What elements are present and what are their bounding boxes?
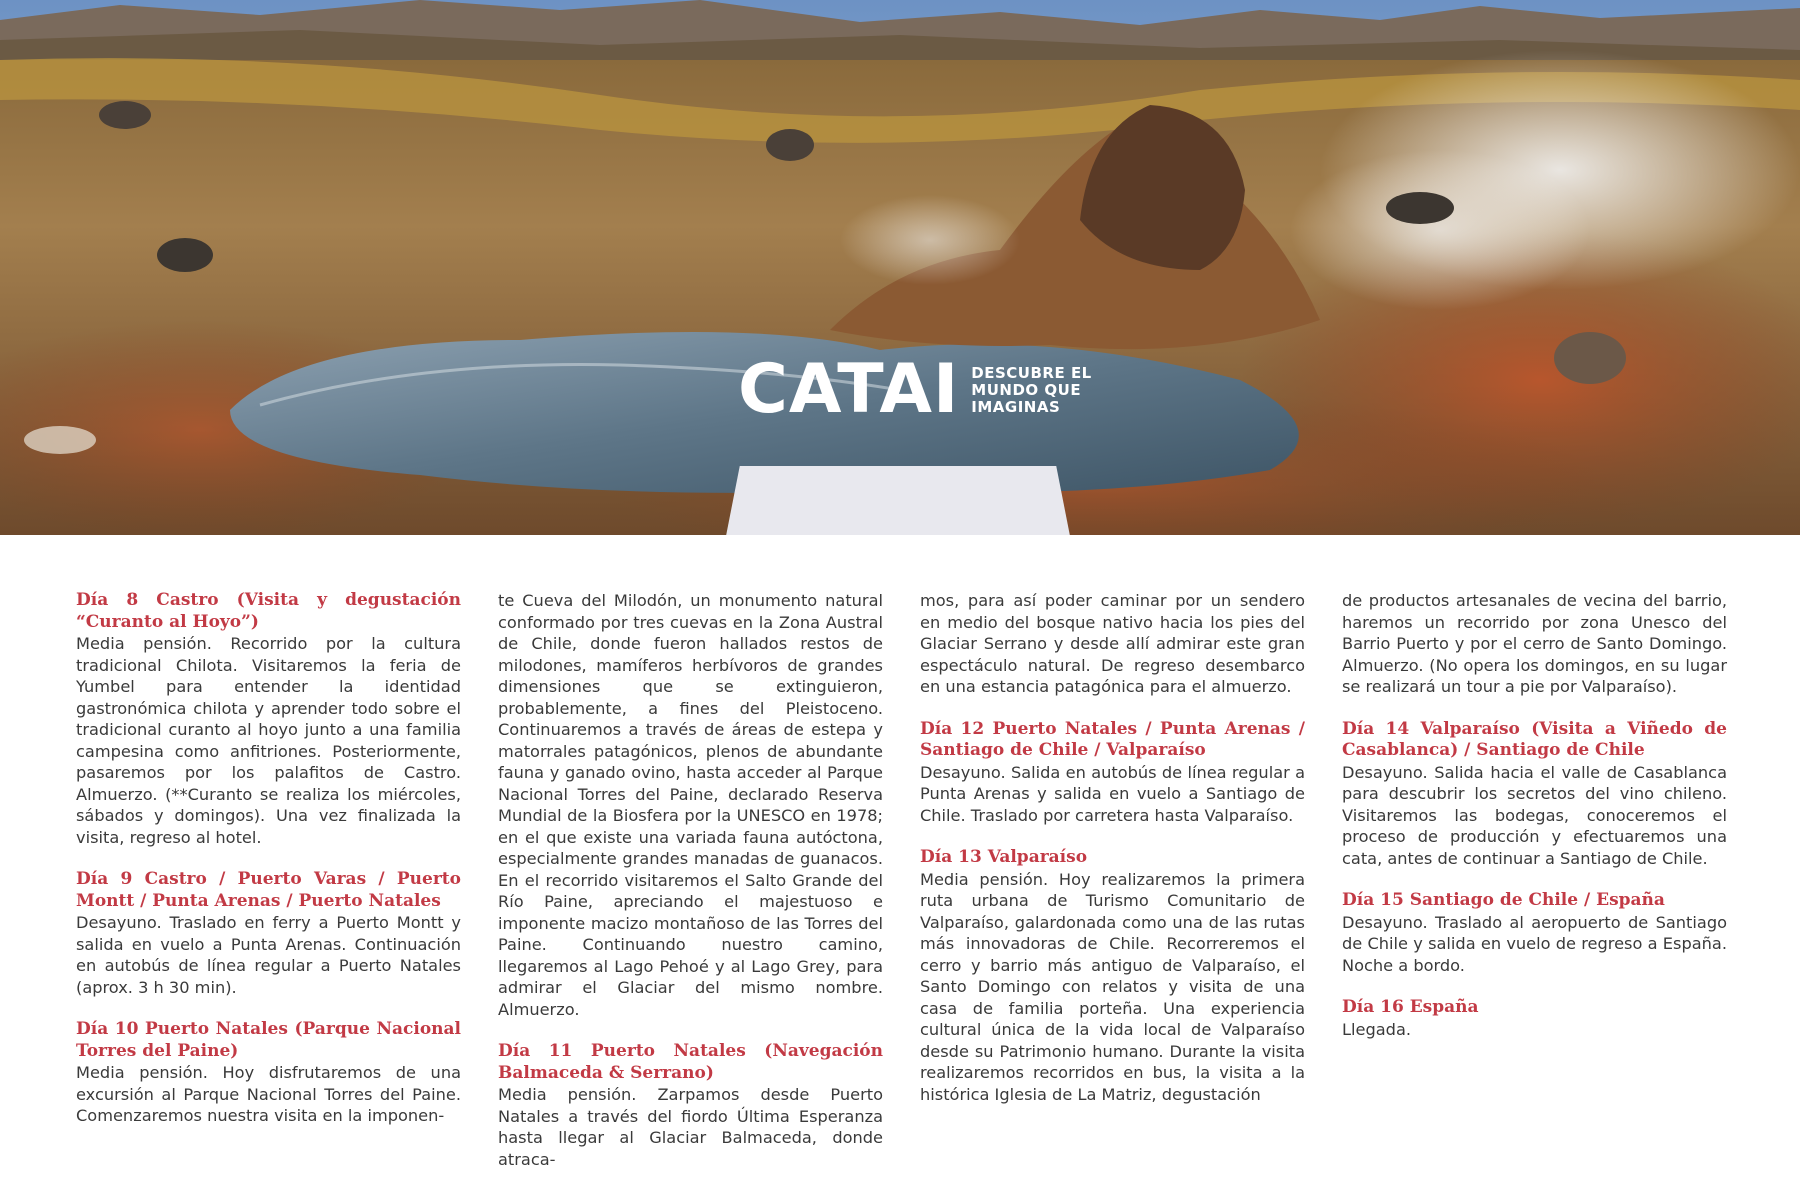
day-title: Día 16 España: [1342, 997, 1479, 1017]
day-12: [920, 719, 1305, 827]
day-text: Media pensión. Zarpamos desde Puerto Natales a través del fiordo Última Esperanza hasta llegar al Glaciar Balmaceda, donde atraca-: [498, 1085, 883, 1169]
brand-tagline-line: IMAGINAS: [971, 397, 1061, 416]
day-10-continuation: te Cueva del Milodón, un monumento natural conformado por tres cuevas en la Zona Austral de Chile, donde fueron hallados restos de milodones, mamíferos herbívoros de grandes dimensiones que se extinguieron, probablemente, a fines del Pleistoceno. Continuaremos a través de áreas de estepa y matorrales patagónicos, plenos de abundante fauna y ganado ovino, hasta acceder al Parque Nacional Torres del Paine, declarado Reserva Mundial de la Biosfera por la UNESCO en 1978; en el que existe una variada fauna autóctona, especialmente grandes manadas de guanacos. En el recorrido visitaremos el Salto Grande del Río Paine, apreciando el majestuoso e imponente macizo montañoso de las Torres del Paine. Continuando nuestro camino, llegaremos al Lago Pehoé y al Lago Grey, para admirar el Glaciar del mismo nombre. Almuerzo.: [498, 591, 883, 1019]
day-11-continuation: mos, para así poder caminar por un sendero en medio del bosque nativo hacia los pies del Glaciar Serrano y desde allí admirar este gran espectáculo natural. De regreso desembarco en una estancia patagónica para el almuerzo.: [920, 591, 1305, 696]
day-text: Desayuno. Traslado al aeropuerto de Santiago de Chile y salida en vuelo de regreso a España. Noche a bordo.: [1342, 912, 1727, 975]
day-title: Día 13 Valparaíso: [920, 847, 1088, 867]
itinerary-columns: [76, 590, 1726, 1170]
day-title: Día 8 Castro (Visita y degustación “Curanto al Hoyo”): [76, 590, 461, 632]
column-3: [920, 590, 1305, 1126]
day-text: Desayuno. Traslado en ferry a Puerto Montt y salida en vuelo a Punta Arenas. Continuación en autobús de línea regular a Puerto Natales (aprox. 3 h 30 min).: [76, 913, 461, 997]
catai-logo: [738, 350, 1121, 429]
decorative-tab: [726, 466, 1070, 535]
day-15: [1342, 890, 1727, 976]
geyser-landscape-image: [0, 0, 1800, 535]
day-10: [76, 1019, 461, 1127]
brand-tagline-line: MUNDO QUE: [971, 380, 1082, 399]
day-14: [1342, 719, 1727, 870]
day-title: Día 11 Puerto Natales (Navegación Balmaceda & Serrano): [498, 1041, 883, 1083]
column-4: [1342, 590, 1727, 1061]
day-11: [498, 1041, 883, 1170]
day-title: Día 10 Puerto Natales (Parque Nacional Torres del Paine): [76, 1019, 461, 1061]
day-text: Desayuno. Salida en autobús de línea regular a Punta Arenas y salida en vuelo a Santiago de Chile. Traslado por carretera hasta Valparaíso.: [920, 762, 1305, 825]
day-13: [920, 847, 1305, 1105]
day-text: Llegada.: [1342, 1019, 1412, 1039]
day-text: Media pensión. Recorrido por la cultura tradicional Chilota. Visitaremos la feria de Yumbel para entender la identidad gastronómica chilota y aprender todo sobre el tradicional curanto al hoyo junto a una familia campesina como anfitriones. Posteriormente, pasaremos por los palafitos de Castro. Almuerzo. (**Curanto se realiza los miércoles, sábados y domingos). Una vez finalizada la visita, regreso al hotel.: [76, 634, 461, 847]
brand-tagline-line: DESCUBRE EL: [971, 363, 1092, 382]
brand-tagline: [971, 365, 1121, 416]
day-text: Media pensión. Hoy realizaremos la primera ruta urbana de Turismo Comunitario de Valparaíso, galardonada como una de las rutas más innovadoras de Chile. Recorreremos el cerro y barrio más antiguo de Valparaíso, el Santo Domingo con relatos y visita de una casa de familia porteña. Una experiencia cultural única de la vida local de Valparaíso desde su Patrimonio humano. Durante la visita realizaremos recorridos en bus, la visita a la histórica Iglesia de La Matriz, degustación: [920, 869, 1305, 1104]
column-2: [498, 590, 883, 1191]
column-1: [76, 590, 461, 1148]
day-8: [76, 590, 461, 848]
hero-photo: [0, 0, 1800, 535]
day-title: Día 14 Valparaíso (Visita a Viñedo de Casablanca) / Santiago de Chile: [1342, 718, 1727, 760]
day-16: [1342, 997, 1727, 1040]
day-title: Día 9 Castro / Puerto Varas / Puerto Montt / Punta Arenas / Puerto Natales: [76, 869, 461, 911]
day-9: [76, 869, 461, 998]
brand-name: CATAI: [738, 350, 960, 429]
day-13-continuation: de productos artesanales de vecina del barrio, haremos un recorrido por zona Unesco del Barrio Puerto y por el cerro de Santo Domingo. Almuerzo. (No opera los domingos, en su lugar se realizará un tour a pie por Valparaíso).: [1342, 591, 1727, 696]
day-text: Media pensión. Hoy disfrutaremos de una excursión al Parque Nacional Torres del Paine. Comenzaremos nuestra visita en la imponen-: [76, 1063, 461, 1125]
day-text: Desayuno. Salida hacia el valle de Casablanca para descubrir los secretos del vino chileno. Visitaremos las bodegas, conoceremos el proceso de producción y efectuaremos una cata, antes de continuar a Santiago de Chile.: [1342, 762, 1727, 868]
day-title: Día 12 Puerto Natales / Punta Arenas / Santiago de Chile / Valparaíso: [920, 718, 1305, 760]
day-title: Día 15 Santiago de Chile / España: [1342, 890, 1665, 910]
